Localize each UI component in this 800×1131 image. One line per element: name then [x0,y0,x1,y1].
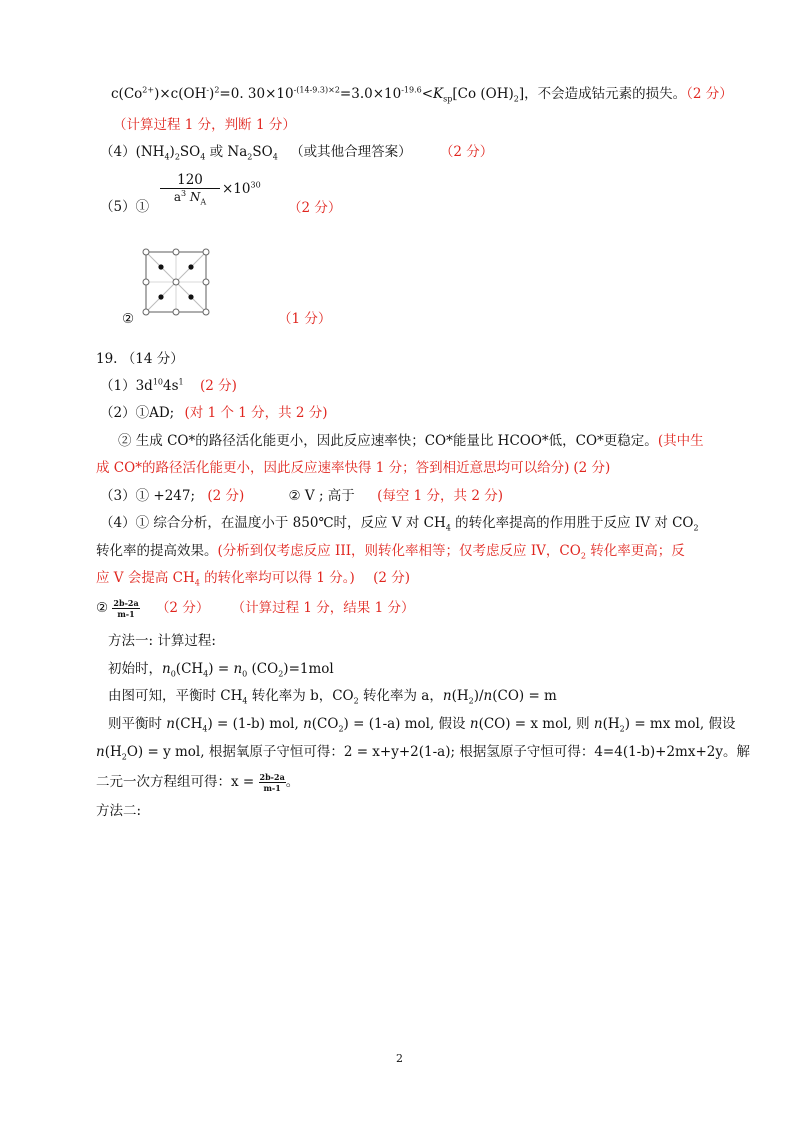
method-two-heading: 方法二: [96,803,142,819]
line-9: （2）①AD; (对 1 个 1 分，共 2 分) [100,405,328,421]
method-one-heading: 方法一: 计算过程: [108,633,216,649]
density-fraction: 120 $a^3$ $N_A$ [160,172,220,205]
line-10: ② 生成 CO*的路径活化能更小，因此反应速率快；CO*能量比 HCOO*低，CO*更稳定。(其中生 [118,433,704,449]
line-22: 二元一次方程组可得：x = $\frac{2b-2a}{m-1}$ 。 [96,772,300,793]
score: （2 分） [155,600,210,616]
line-16: ② $\frac{2b-2a}{m-1}$ （2 分） （计算过程 1 分，结果 1 分） [96,598,415,619]
line-13: （4）① 综合分析，在温度小于 850℃时，反应 V 对 $CH_4$ 的转化率提高的作用胜于反应 IV 对 $CO_2$ [100,515,699,533]
line-1: $c(Co^{2+})\times c(OH^-)^2=0$. $30\times 10^{-(14-9.3)\times 2}=3.0\times 10^{-19.6}<K_{sp}[Co$ $(OH)_2$]，不会造成钴元素的损失。（2 分） [111,85,733,104]
line-6-label: ② [122,311,135,327]
score: （2 分） [686,86,733,102]
score: (每空 1 分，共 2 分) [377,488,503,504]
line-2: （计算过程 1 分，判断 1 分） [113,117,296,133]
score: （2 分） [439,144,494,160]
score: （1 分） [278,311,332,327]
score: (2 分) [207,488,245,504]
score: (2 分) [199,378,237,394]
times-power: $\times 10^{30}$ [222,180,261,197]
line-12: （3）① +247; (2 分) ② V ; 高于 (每空 1 分，共 2 分) [100,488,503,504]
answer-fraction: $\frac{2b-2a}{m-1}$ [113,598,139,619]
page-number: 2 [396,1052,403,1065]
line-14: 转化率的提高效果。(分析到仅考虑反应 III，则转化率相等；仅考虑反应 IV，$CO_2$ 转化率更高；反 [96,543,685,561]
line-19: 由图可知，平衡时 $CH_4$ 转化率为 b，$CO_2$ 转化率为 a，$n(H_2)/n(CO) = m$ [108,688,557,706]
score: (对 1 个 1 分，共 2 分) [184,405,328,421]
line-15: 应 V 会提高 $CH_4$ 的转化率均可以得 1 分。) (2 分) [96,570,411,588]
line-11: 成 CO*的路径活化能更小，因此反应速率快得 1 分；答到相近意思均可以给分) (2 分) [96,460,611,476]
line-3: $(4)(NH_4)_2SO_4$ 或 $Na_2SO_4$ （或其他合理答案） （2 分） [100,144,494,162]
score: （2 分） [288,200,342,216]
solution-fraction: $\frac{2b-2a}{m-1}$ [259,772,285,793]
line-20: 则平衡时 $n(CH_4) = (1-b)$ mol, $n(CO_2) = (1-a)$ mol, 假设 n(CO) = x mol, 则 $n(H_2)$ = mx mol, 假设 [108,716,736,734]
line-8: $(1)3d^{10}4s^1$ (2 分) [100,377,237,394]
line-5-label: （5）① [100,199,150,215]
line-21: $n(H_2O) = y$ mol, 根据氧原子守恒可得：2 = x+y+2(1-a); 根据氢原子守恒可得：4=4(1-b)+2mx+2y。解 [96,744,750,762]
crystal-cell-diagram [140,246,212,318]
line-18: 初始时，$n_0(CH_4) = n_0$ $(CO_2)=1mol$ [108,661,334,679]
question-19-heading: 19. （14 分） [96,351,184,367]
score: (2 分) [573,460,611,476]
fraction-numerator: 120 [177,172,203,188]
score: (2 分) [373,570,411,586]
